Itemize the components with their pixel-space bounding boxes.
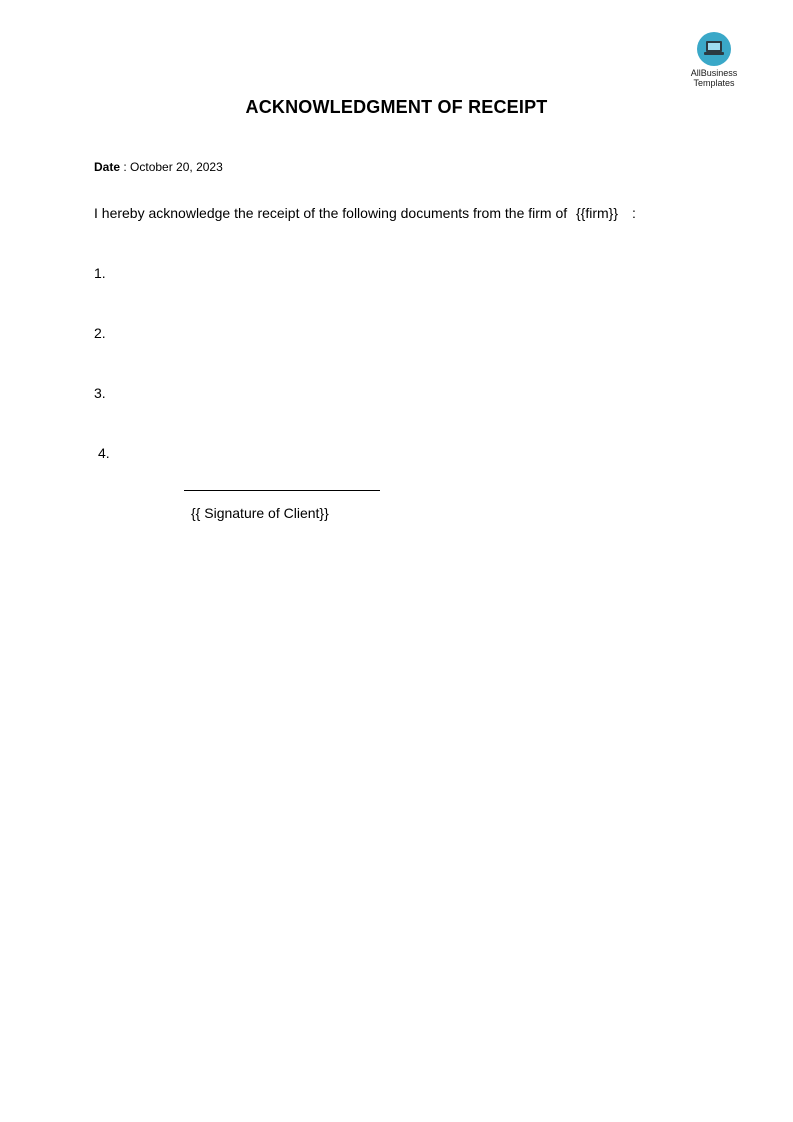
acknowledgment-colon: : <box>632 205 636 221</box>
date-line <box>94 160 223 174</box>
list-item-number: 2. <box>94 325 106 341</box>
document-title: ACKNOWLEDGMENT OF RECEIPT <box>245 97 548 117</box>
signature-line <box>184 490 380 491</box>
laptop-icon <box>697 32 731 66</box>
list-item-number: 3. <box>94 385 106 401</box>
signature-label: {{ Signature of Client}} <box>191 505 329 521</box>
date-label: Date <box>94 160 121 174</box>
acknowledgment-text: I hereby acknowledge the receipt of the following documents from the firm of <box>94 205 568 221</box>
allbusiness-templates-logo <box>684 32 744 88</box>
logo-text <box>684 68 744 88</box>
logo-line-2: Templates <box>693 78 735 88</box>
date-value: October 20, 2023 <box>130 160 223 174</box>
firm-placeholder: {{firm}} <box>576 205 619 221</box>
list-item-number: 4. <box>98 445 110 461</box>
acknowledgment-statement <box>94 205 636 221</box>
date-separator: : <box>120 160 131 174</box>
logo-line-1: AllBusiness <box>690 68 738 78</box>
list-item-number: 1. <box>94 265 106 281</box>
